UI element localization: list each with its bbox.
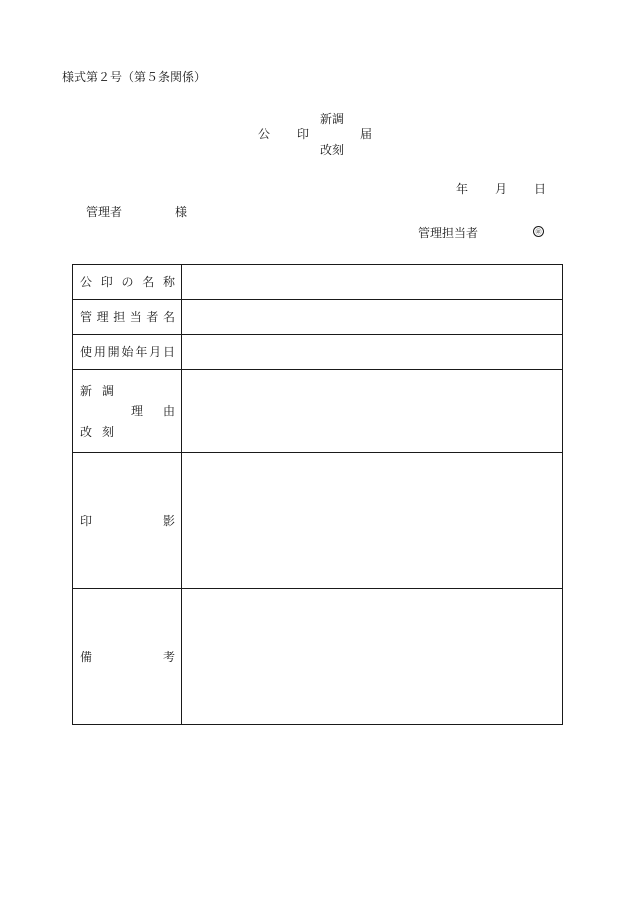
title-main-right: 届	[360, 127, 373, 141]
label-char: 考	[162, 649, 175, 664]
label-char: 理	[131, 404, 144, 418]
date-day-label: 日	[534, 182, 547, 196]
label-char: 刻	[101, 425, 114, 439]
label-char: 管	[80, 310, 93, 324]
start-date-field[interactable]	[182, 335, 563, 370]
label-char: 名	[142, 275, 155, 289]
title-main-mid: 印	[297, 127, 310, 141]
reason-new-label	[80, 385, 114, 397]
seal-name-label	[73, 276, 181, 288]
label-char: 始	[121, 345, 134, 359]
reason-word-label	[131, 405, 175, 417]
label-char: 日	[162, 345, 175, 359]
addressee-honorific: 様	[175, 205, 188, 219]
label-char: の	[121, 275, 134, 289]
date-month-label: 月	[495, 182, 508, 196]
remarks-label	[73, 651, 181, 663]
label-char: 担	[113, 310, 126, 324]
sender-name: 管理担当者	[418, 226, 479, 240]
seal-name-field[interactable]	[182, 265, 563, 300]
title-option-change: 改刻	[320, 143, 345, 157]
title-main-left: 公	[258, 127, 271, 141]
row-label-cell	[73, 589, 182, 725]
label-char: 名	[162, 310, 175, 324]
table-row	[73, 335, 563, 370]
label-char: 称	[162, 275, 175, 289]
row-label-cell	[73, 265, 182, 300]
label-char: 開	[107, 345, 120, 359]
label-char: 改	[80, 425, 93, 439]
label-char: 影	[162, 513, 175, 528]
label-char: 理	[96, 310, 109, 324]
label-char: 当	[129, 310, 142, 324]
label-char: 調	[101, 384, 114, 398]
reason-change-label	[80, 426, 114, 438]
label-char: 月	[149, 345, 162, 359]
seal-mark-glyph: ㊞	[535, 229, 542, 236]
label-char: 公	[80, 275, 93, 289]
addressee-name: 管理者	[86, 205, 123, 219]
label-char: 新	[80, 384, 93, 398]
label-char: 用	[93, 345, 106, 359]
reason-field[interactable]	[182, 370, 563, 453]
table-row	[73, 265, 563, 300]
table-row	[73, 453, 563, 589]
row-label-cell	[73, 300, 182, 335]
table-row	[73, 589, 563, 725]
row-label-cell	[73, 453, 182, 589]
application-form-table	[72, 264, 563, 725]
row-label-cell	[73, 335, 182, 370]
manager-name-field[interactable]	[182, 300, 563, 335]
label-char: 備	[80, 649, 93, 664]
form-number-label: 様式第２号（第５条関係）	[62, 70, 207, 84]
reason-label	[73, 370, 181, 452]
label-char: 使	[80, 345, 93, 359]
seal-mark-icon	[533, 226, 544, 237]
remarks-field[interactable]	[182, 589, 563, 725]
seal-impression-field[interactable]	[182, 453, 563, 589]
date-year-label: 年	[456, 182, 469, 196]
table-row	[73, 300, 563, 335]
start-date-label	[73, 346, 181, 358]
title-option-new: 新調	[320, 112, 345, 126]
row-label-cell	[73, 370, 182, 453]
seal-impression-label	[73, 515, 181, 527]
label-char: 印	[100, 275, 113, 289]
label-char: 由	[162, 404, 175, 418]
manager-name-label	[73, 311, 181, 323]
table-row	[73, 370, 563, 453]
label-char: 年	[135, 345, 148, 359]
label-char: 者	[146, 310, 159, 324]
label-char: 印	[80, 513, 93, 528]
